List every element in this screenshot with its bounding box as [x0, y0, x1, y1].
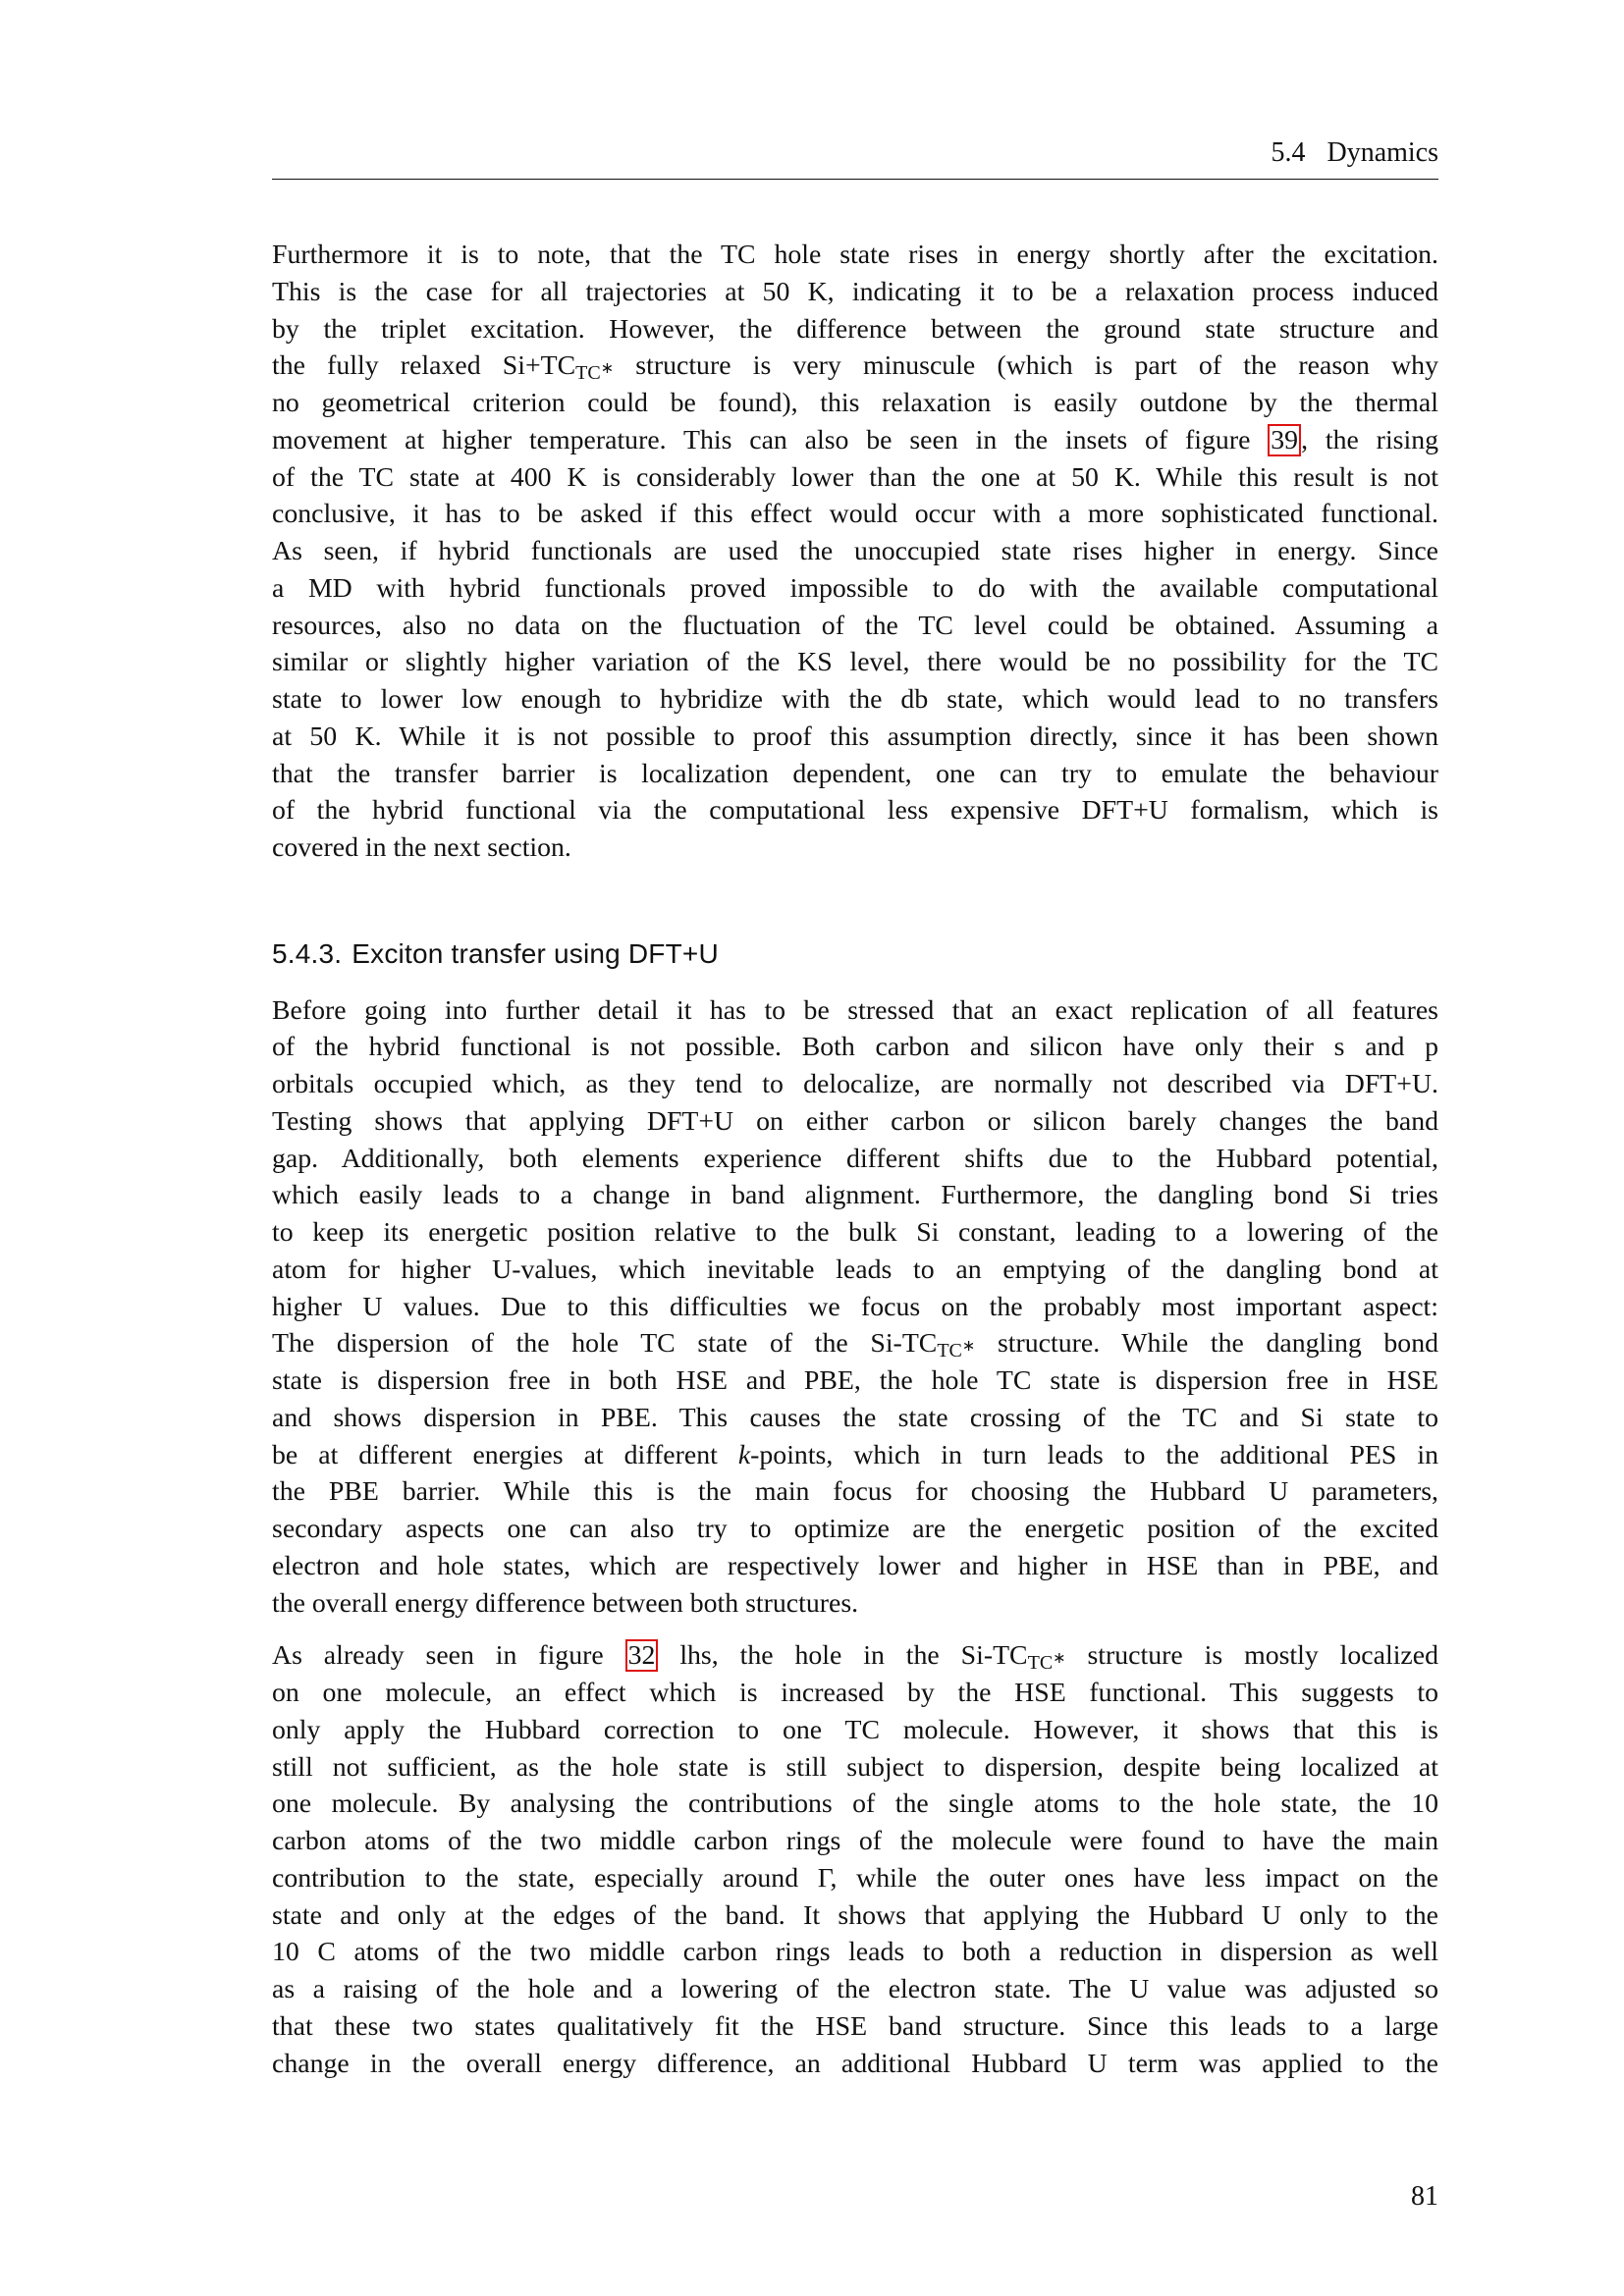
text-line: the overall energy difference between both structures.	[272, 1587, 859, 1619]
subscript-text: TC	[575, 362, 601, 385]
text-line: electron and hole states, which are respectively lower and higher in HSE than in PBE, and	[272, 1550, 1438, 1581]
text-fragment: movement at higher temperature. This can also be seen in the insets of figure	[272, 424, 1269, 455]
text-line: As seen, if hybrid functionals are used the unoccupied state rises higher in energy. Since	[272, 536, 1438, 566]
text-line: resources, also no data on the fluctuation of the TC level could be obtained. Assuming a	[272, 610, 1438, 641]
text-line: a MD with hybrid functionals proved impossible to do with the available computational	[272, 572, 1438, 604]
text-line: to keep its energetic position relative to the bulk Si constant, leading to a lowering of the	[272, 1217, 1438, 1248]
text-line: as a raising of the hole and a lowering of the electron state. The U value was adjusted so	[272, 1974, 1438, 2004]
paragraph	[272, 237, 1438, 867]
paragraph	[272, 1637, 1438, 2082]
text-line: Testing shows that applying DFT+U on either carbon or silicon barely changes the band	[272, 1105, 1438, 1137]
section-number: 5.4.3.	[272, 937, 343, 969]
superscript-star: ∗	[600, 360, 615, 378]
text-line: similar or slightly higher variation of the KS level, there would be no possibility for the TC	[272, 647, 1438, 678]
text-line	[272, 1325, 1438, 1362]
text-line: state to lower low enough to hybridize with the db state, which would lead to no transfers	[272, 684, 1438, 715]
italic-symbol: k	[737, 1439, 751, 1470]
text-line: orbitals occupied which, as they tend to delocalize, are normally not described via DFT+U.	[272, 1069, 1438, 1099]
text-line: covered in the next section.	[272, 832, 571, 863]
text-line: atom for higher U-values, which inevitable leads to an emptying of the dangling bond at	[272, 1254, 1438, 1285]
text-line	[272, 422, 1438, 459]
text-line: 10 C atoms of the two middle carbon rings leads to both a reduction in dispersion as well	[272, 1937, 1438, 1968]
subscript	[1028, 1652, 1066, 1674]
running-header	[272, 137, 1438, 169]
page-number: 81	[1411, 2181, 1438, 2212]
text-fragment: the fully relaxed Si+TC	[272, 350, 576, 382]
header-rule	[272, 179, 1438, 180]
text-fragment: structure is very minuscule (which is part of the reason why	[614, 350, 1438, 382]
text-line: conclusive, it has to be asked if this effect would occur with a more sophisticated functional.	[272, 499, 1438, 530]
text-line: by the triplet excitation. However, the difference between the ground state structure and	[272, 313, 1438, 345]
text-fragment: be at different energies at different	[272, 1439, 738, 1470]
subscript-text: TC	[937, 1340, 962, 1362]
text-line: secondary aspects one can also try to optimize are the energetic position of the excited	[272, 1514, 1438, 1544]
text-line	[272, 347, 1438, 385]
section-title: Exciton transfer using DFT+U	[352, 937, 719, 969]
text-line: on one molecule, an effect which is increased by the HSE functional. This suggests to	[272, 1678, 1438, 1708]
text-line: higher U values. Due to this difficulties we focus on the probably most important aspect:	[272, 1291, 1438, 1322]
text-fragment: structure is mostly localized	[1065, 1640, 1438, 1672]
figure-reference-link[interactable]: 32	[625, 1639, 659, 1672]
text-line: the PBE barrier. While this is the main focus for choosing the Hubbard U parameters,	[272, 1476, 1438, 1508]
text-fragment: -points, which in turn leads to the additional PES in	[750, 1439, 1438, 1470]
paragraph-spacer	[272, 1622, 1438, 1637]
text-line: and shows dispersion in PBE. This causes the state crossing of the TC and Si state to	[272, 1402, 1438, 1433]
text-line: that these two states qualitatively fit the HSE band structure. Since this leads to a large	[272, 2010, 1438, 2042]
text-line: change in the overall energy difference, an additional Hubbard U term was applied to the	[272, 2048, 1438, 2079]
text-line: of the hybrid functional via the computational less expensive DFT+U formalism, which is	[272, 795, 1438, 827]
text-line: no geometrical criterion could be found), this relaxation is easily outdone by the thermal	[272, 388, 1438, 418]
text-fragment: The dispersion of the hole TC state of the Si-TC	[272, 1328, 938, 1360]
text-line	[272, 1437, 1438, 1474]
subscript	[937, 1340, 975, 1362]
text-line	[272, 1637, 1438, 1675]
page-body	[272, 237, 1438, 2082]
text-line: of the TC state at 400 K is considerably lower than the one at 50 K. While this result is not	[272, 461, 1438, 493]
figure-reference-link[interactable]: 39	[1268, 424, 1301, 456]
text-line: of the hybrid functional is not possible. Both carbon and silicon have only their s and p	[272, 1032, 1438, 1063]
text-fragment: structure. While the dangling bond	[975, 1328, 1439, 1360]
text-line: only apply the Hubbard correction to one TC molecule. However, it shows that this is	[272, 1714, 1438, 1745]
text-line: which easily leads to a change in band alignment. Furthermore, the dangling bond Si tries	[272, 1180, 1438, 1211]
text-line: state and only at the edges of the band. It shows that applying the Hubbard U only to the	[272, 1899, 1438, 1931]
text-line: gap. Additionally, both elements experience different shifts due to the Hubbard potential,	[272, 1143, 1438, 1174]
text-line: Furthermore it is to note, that the TC hole state rises in energy shortly after the excitation.	[272, 240, 1438, 270]
text-line: still not sufficient, as the hole state is still subject to dispersion, despite being localized at	[272, 1751, 1438, 1783]
text-line: This is the case for all trajectories at 50 K, indicating it to be a relaxation process induced	[272, 276, 1438, 307]
text-line: one molecule. By analysing the contributions of the single atoms to the hole state, the 10	[272, 1789, 1438, 1820]
text-fragment: lhs, the hole in the Si-TC	[658, 1640, 1028, 1672]
paragraph	[272, 992, 1438, 1623]
text-line: Before going into further detail it has to be stressed that an exact replication of all features	[272, 994, 1438, 1026]
header-section-number: 5.4	[1271, 137, 1306, 168]
text-line: at 50 K. While it is not possible to proof this assumption directly, since it has been shown	[272, 721, 1438, 752]
superscript-star: ∗	[1053, 1650, 1066, 1668]
section-heading	[272, 935, 1438, 973]
superscript-star: ∗	[961, 1338, 976, 1356]
text-fragment: As already seen in figure	[272, 1640, 625, 1672]
text-line: that the transfer barrier is localization dependent, one can try to emulate the behaviour	[272, 758, 1438, 789]
subscript-text: TC	[1027, 1652, 1054, 1675]
text-line: contribution to the state, especially around Γ, while the outer ones have less impact on the	[272, 1862, 1438, 1894]
text-line: state is dispersion free in both HSE and PBE, the hole TC state is dispersion free in HSE	[272, 1365, 1438, 1396]
header-section-title: Dynamics	[1326, 137, 1438, 168]
subscript	[575, 362, 614, 384]
text-line: carbon atoms of the two middle carbon rings of the molecule were found to have the main	[272, 1826, 1438, 1856]
text-fragment: , the rising	[1301, 424, 1438, 455]
